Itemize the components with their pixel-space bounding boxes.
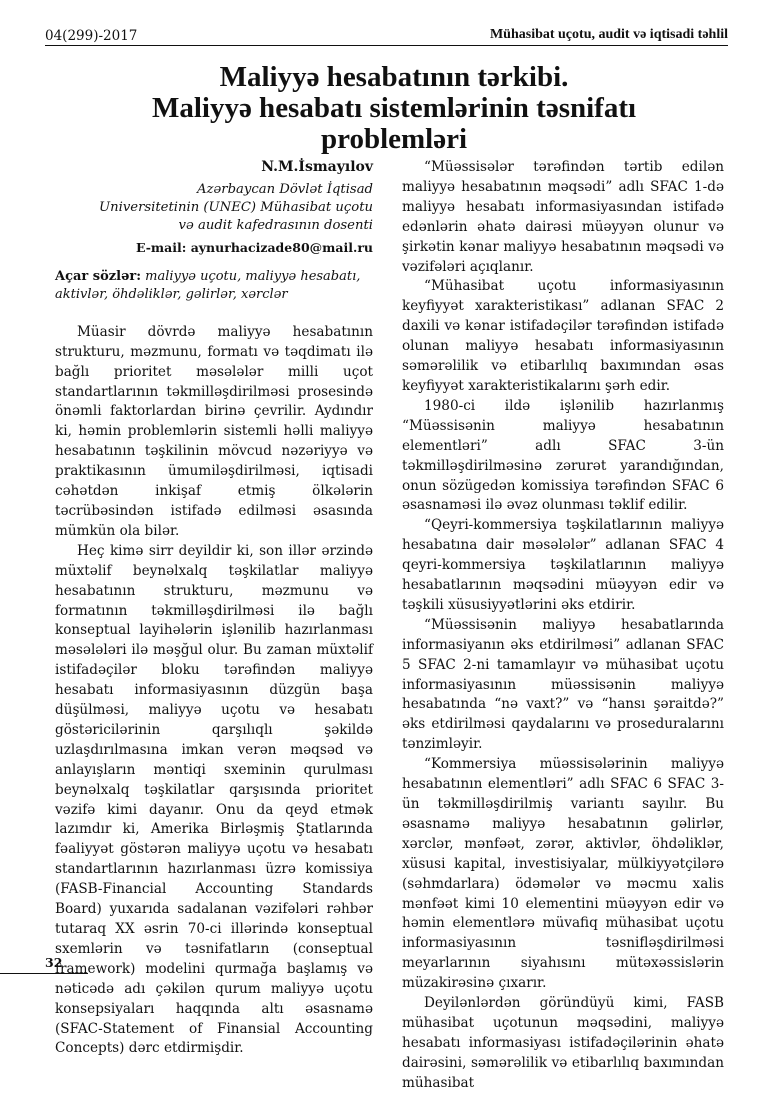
paragraph: Müasir dövrdə maliyyə hesabatının strukturu, məzmunu, formatı və təqdimatı ilə bağlı prioritet məsələlər milli uçot standartlarının təkmilləşdirilməsi prosesində önəmli faktorlardan birinə çevrilir. Aydındır ki, həmin problemlərin sistemli həlli maliyyə hesabatının təşkilinin mövcud nəzəriyyə və praktikasının ümumiləşdirilməsi, iqtisadi cəhətdən inkişaf etmiş ölkələrin təcrübəsindən istifadə edilməsi əsasında mümkün ola bilər. (55, 323, 373, 539)
paragraph: 1980-ci ildə işlənilib hazırlanmış “Müəssisənin maliyyə hesabatının elementləri” adlı SFAC 3-ün təkmilləşdirilməsinə zərurət yarandığından, onun sözügedən komissiya tərəfindən SFAC 6 əsasnaməsi ilə əvəz olunması təklif edilir. (402, 397, 724, 514)
header-divider (45, 45, 728, 46)
footer-divider (0, 973, 88, 974)
journal-title: Mühasibat uçotu, audit və iqtisadi təhlil (489, 27, 728, 42)
paragraph: “Müəssisənin maliyyə hesabatlarında informasiyanın əks etdirilməsi” adlanan SFAC 5 SFAC 2-ni tamamlayır və mühasibat uçotu informasiyasının müəssisənin maliyyə hesabatında “nə vaxt?” və “hansı şəraitdə?” əks etdirilməsi qaydalarını və proseduralarını tənzimləyir. (402, 616, 724, 753)
author-affiliation: Azərbaycan Dövlət İqtisad Universitetinin (UNEC) Mühasibat uçotu və audit kafedrasının dosenti (99, 181, 373, 233)
issue-number: 04(299)-2017 (45, 28, 138, 44)
title-line-1: Maliyyə hesabatının tərkibi. (219, 61, 569, 93)
paragraph: “Mühasibat uçotu informasiyasının keyfiyyət xarakteristikası” adlanan SFAC 2 daxili və kənar istifadəçilər tərəfindən istifadə olunan maliyyə hesabatı informasiyasının səmərəlilik və etibarlılıq baxımından əsas keyfiyyət xarakteristikalarını şərh edir. (402, 278, 724, 394)
paragraph: “Müəssisələr tərəfindən tərtib edilən maliyyə hesabatının məqsədi” adlı SFAC 1-də maliyyə hesabatı informasiyasından istifadə edənlərin əhatə dairəsi müəyyən olunur və şirkətin kənar maliyyə hesabatının məqsədi və vəzifələri açıqlanır. (402, 159, 724, 275)
article-title (60, 62, 728, 155)
left-column (55, 158, 373, 1059)
title-line-2: Maliyyə hesabatı sistemlərinin təsnifatı (151, 92, 637, 124)
paragraph: Deyilənlərdən göründüyü kimi, FASB mühasibat uçotunun məqsədini, maliyyə hesabatı informasiyası istifadəçilərinin əhatə dairəsini, səmərəlilik və etibarlılıq baxımından mühasibat (402, 995, 724, 1091)
title-line-3: problemləri (320, 123, 468, 155)
paragraph: Heç kimə sirr deyildir ki, son illər ərzində müxtəlif beynəlxalq təşkilatlar maliyyə hesabatının strukturu, məzmunu və formatının təkmilləşdirilməsi ilə bağlı konseptual layihələrin işlənilib hazırlanması məsələləri ilə məşğul olur. Bu zaman müxtəlif istifadəçilər bloku tərəfindən maliyyə hesabatı informasiyasının düzgün başa düşülməsi, maliyyə uçotu və hesabatı göstəricilərinin qarşılıqlı şəkildə uzlaşdırılmasına imkan verən məqsəd və anlayışların məntiqi sxeminin qurulması beynəlxalq təşkilatlar qarşısında prioritet vəzifə kimi dayanır. Onu da qeyd etmək lazımdır ki, Amerika Birləşmiş Ştatlarında fəaliyyət göstərən maliyyə uçotu və hesabatı standartlarının hazırlanması üzrə komissiya (FASB-Financial Accounting Standards Board) yuxarıda sadalanan vəzifələri rəhbər tutaraq XX əsrin 70-ci illərində konseptual sxemlərin və təsnifatların (conseptual framework) modelini qurmağa başlamış və nəticədə adı çəkilən qurum maliyyə uçotu konsepsiyaları haqqında altı əsasnamə (SFAC-Statement of Finansial Accounting Concepts) dərc etdirmişdir. (55, 542, 373, 1057)
paragraph: “Kommersiya müəssisələrinin maliyyə hesabatının elementləri” adlı SFAC 6 SFAC 3-ün təkmilləşdirilmiş variantı sayılır. Bu əsasnamə maliyyə hesabatının gəlirlər, xərclər, mənfəət, zərər, aktivlər, öhdəliklər, xüsusi kapital, investisiyalar, mülkiyyətçilərə (səhmdarlara) ödəmələr və məcmu xalis mənfəət kimi 10 elementini müəyyən edir və həmin elementlərə müvafiq mühasibat uçotu informasiyasının təsnifləşdirilməsi meyarlarının siyahısını mütəxəssislərin müzakirəsinə çıxarır. (402, 756, 724, 992)
keywords-text: maliyyə uçotu, maliyyə hesabatı, aktivlər, öhdəliklər, gəlirlər, xərclər (55, 268, 361, 302)
keywords (55, 268, 373, 304)
author-email: E-mail: aynurhacizade80@mail.ru (135, 239, 373, 255)
page-number: 32 (45, 955, 63, 970)
paragraph: “Qeyri-kommersiya təşkilatlarının maliyyə hesabatına dair məsələlər” adlanan SFAC 4 qeyri-kommersiya təşkilatlarının maliyyə hesabatlarının məqsədini müəyyən edir və təşkili xüsusiyyətlərini əks etdirir. (402, 517, 724, 613)
keywords-label: Açar sözlər: (55, 268, 142, 284)
right-column (402, 158, 724, 1094)
author-name: N.M.İsmayılov (261, 159, 373, 175)
